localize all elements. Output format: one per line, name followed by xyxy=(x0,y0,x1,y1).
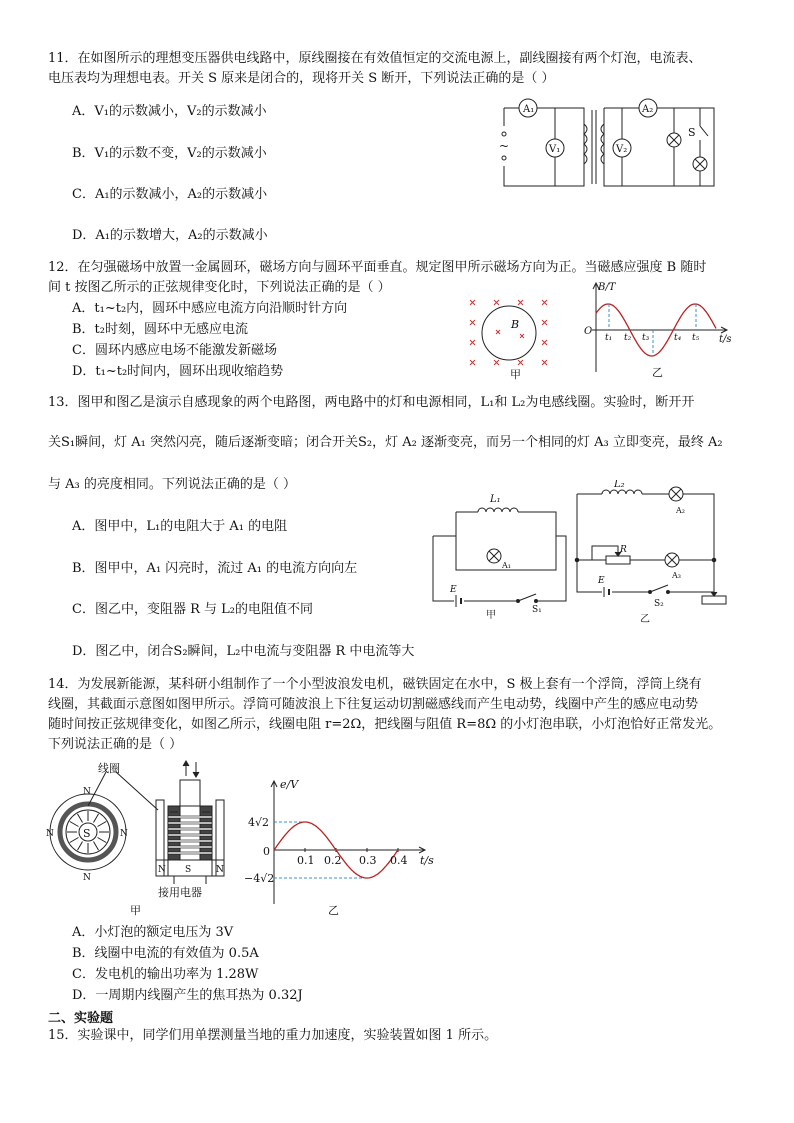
q13-option-d: D．图乙中，闭合S₂瞬间，L₂中电流与变阻器 R 中电流等大 xyxy=(72,644,415,659)
q14-side-n-right: N xyxy=(216,865,224,875)
q12-option-a: A．t₁~t₂内，圆环中感应电流方向沿顺时针方向 xyxy=(72,301,348,316)
q14-ybot-label: −4√2 xyxy=(244,872,275,885)
q14-stem-line2: 线圈，其截面示意图如图甲所示。浮筒可随波浪上下往复运动切割磁感线而产生电动势，线圈中产生的感应电动势 xyxy=(48,697,699,712)
q12-t4-label: t₄ xyxy=(674,333,682,343)
field-arrow xyxy=(78,842,83,851)
q12-option-b: B．t₂时刻，圆环中无感应电流 xyxy=(72,322,248,337)
q14-x3-label: 0.3 xyxy=(359,854,377,867)
q13-yi-s2-label: S₂ xyxy=(654,599,664,609)
q14-stem-line3: 随时间按正弦规律变化，如图乙所示，线圈电阻 r=2Ω，把线圈与阻值 R=8Ω 的小灯泡串联，小灯泡恰好正常发光。 xyxy=(48,717,722,732)
q13-yi-a2-label: A₂ xyxy=(676,506,685,515)
q12-origin-label: O xyxy=(584,326,593,337)
q13-circuit-yi-figure xyxy=(572,480,732,626)
field-arrow xyxy=(70,822,79,827)
q11-v1-label: V₁ xyxy=(549,144,561,155)
q14-n-top-label: N xyxy=(83,787,91,797)
q14-option-a: A．小灯泡的额定电压为 3V xyxy=(72,925,234,940)
q11-ac-source-label: ~ xyxy=(499,139,510,153)
q11-v2-label: V₂ xyxy=(616,144,628,155)
field-arrow xyxy=(94,842,99,851)
field-arrow xyxy=(98,822,107,827)
q13-stem-line2: 关S₁瞬间，灯 A₁ 突然闪亮，随后逐渐变暗；闭合开关S₂，灯 A₂ 逐渐变亮，而另一个相同的灯 A₃ 立即变亮，最终 A₂ xyxy=(48,435,723,450)
q12-option-c: C．圆环内感应电场不能激发新磁场 xyxy=(72,343,277,358)
q13-caption-jia: 甲 xyxy=(486,610,496,620)
q12-t3-label: t₃ xyxy=(642,333,650,343)
q12-stem-line1: 12．在匀强磁场中放置一金属圆环，磁场方向与圆环平面垂直。规定图甲所示磁场方向为正。当磁感应强度 B 随时 xyxy=(48,260,707,275)
q14-option-c: C．发电机的输出功率为 1.28W xyxy=(72,967,259,982)
q11-option-a: A．V₁的示数减小，V₂的示数减小 xyxy=(72,104,267,119)
q13-yi-r-label: R xyxy=(620,545,627,555)
q14-yaxis-label: e/V xyxy=(280,778,299,791)
q13-option-b: B．图甲中，A₁ 闪亮时，流过 A₁ 的电流方向向左 xyxy=(72,561,358,576)
q12-caption-jia: 甲 xyxy=(510,368,521,380)
q13-jia-l1-label: L₁ xyxy=(490,494,501,505)
q12-t2-label: t₂ xyxy=(624,333,632,343)
field-arrow xyxy=(78,814,83,823)
q12-stem-line2: 间 t 按图乙所示的正弦规律变化时，下列说法正确的是（ ） xyxy=(48,280,391,295)
q11-transformer-circuit-figure xyxy=(492,96,724,192)
q14-coil-label: 线圈 xyxy=(98,762,120,775)
q14-zero-label: 0 xyxy=(263,845,270,858)
q13-jia-a1-label: A₁ xyxy=(502,561,511,570)
q12-t5-label: t₅ xyxy=(692,333,700,343)
q14-n-right-label: N xyxy=(120,829,128,839)
q12-xaxis-label: t/s xyxy=(719,334,732,345)
q13-jia-e-label: E xyxy=(450,585,457,595)
q13-jia-s1-label: S₁ xyxy=(532,605,542,615)
q11-stem-line1: 11．在如图所示的理想变压器供电线路中，原线圈接在有效值恒定的交流电源上，副线圈接有两个灯泡，电流表、 xyxy=(48,51,702,66)
q14-n-left-label: N xyxy=(46,829,54,839)
q13-option-c: C．图乙中，变阻器 R 与 L₂的电阻值不同 xyxy=(72,602,313,617)
q11-option-d: D．A₁的示数增大，A₂的示数减小 xyxy=(72,228,268,243)
q13-caption-yi: 乙 xyxy=(640,614,650,625)
q13-circuit-jia-figure xyxy=(428,488,568,620)
q13-yi-a3-label: A₃ xyxy=(672,571,681,580)
q14-emf-graph-figure xyxy=(244,776,444,916)
q14-option-b: B．线圈中电流的有效值为 0.5A xyxy=(72,946,259,961)
q11-a2-label: A₂ xyxy=(642,104,654,115)
q13-yi-e-label: E xyxy=(598,576,605,586)
q15-stem-line1: 15．实验课中，同学们用单摆测量当地的重力加速度，实验装置如图 1 所示。 xyxy=(48,1028,498,1043)
q14-xaxis-label: t/s xyxy=(420,854,434,867)
q14-stem-line4: 下列说法正确的是（ ） xyxy=(48,737,183,752)
section-heading-experiment: 二、实验题 xyxy=(48,1011,114,1026)
q13-yi-l2-label: L₂ xyxy=(614,480,625,490)
q12-option-d: D．t₁~t₂时间内，圆环出现收缩趋势 xyxy=(72,364,284,379)
q14-option-d: D．一周期内线圈产生的焦耳热为 0.32J xyxy=(72,988,303,1003)
field-arrow xyxy=(94,814,99,823)
q12-b-label: B xyxy=(511,318,520,331)
q14-x2-label: 0.2 xyxy=(324,854,342,867)
q14-caption-jia: 甲 xyxy=(130,904,141,917)
field-arrow xyxy=(98,838,107,843)
q14-x1-label: 0.1 xyxy=(297,854,315,867)
field-arrow xyxy=(70,838,79,843)
q11-option-c: C．A₁的示数减小，A₂的示数减小 xyxy=(72,187,268,202)
q14-load-label: 接用电器 xyxy=(158,886,202,899)
q11-option-b: B．V₁的示数不变，V₂的示数减小 xyxy=(72,146,267,161)
q11-a1-label: A₁ xyxy=(523,104,535,115)
q12-t1-label: t₁ xyxy=(605,333,613,343)
q14-ytop-label: 4√2 xyxy=(248,816,270,829)
q14-generator-figure xyxy=(46,760,246,920)
q14-side-n-left: N xyxy=(158,865,166,875)
q14-center-s-label: S xyxy=(83,827,91,840)
q13-stem-line1: 13．图甲和图乙是演示自感现象的两个电路图，两电路中的灯和电源相同，L₁和 L₂为电感线圈。实验时，断开开 xyxy=(48,395,695,410)
q14-stem-line1: 14．为发展新能源，某科研小组制作了一个小型波浪发电机，磁铁固定在水中，S 极上套有一个浮筒，浮筒上绕有 xyxy=(48,677,702,692)
q13-stem-line3: 与 A₃ 的亮度相同。下列说法正确的是（ ） xyxy=(48,477,296,492)
q14-x4-label: 0.4 xyxy=(390,854,408,867)
q12-ring-in-field-figure xyxy=(462,288,572,380)
q14-n-bottom-label: N xyxy=(83,873,91,883)
q12-caption-yi: 乙 xyxy=(652,366,663,379)
q14-side-s-label: S xyxy=(185,865,192,875)
q12-b-t-graph-figure xyxy=(578,280,748,380)
q11-stem-line2: 电压表均为理想电表。开关 S 原来是闭合的，现将开关 S 断开，下列说法正确的是（ ） xyxy=(48,71,555,86)
q12-yaxis-label: B/T xyxy=(598,282,616,293)
q14-caption-yi: 乙 xyxy=(328,904,339,916)
q13-option-a: A．图甲中，L₁的电阻大于 A₁ 的电阻 xyxy=(72,519,288,534)
q11-switch-label: S xyxy=(688,126,696,139)
